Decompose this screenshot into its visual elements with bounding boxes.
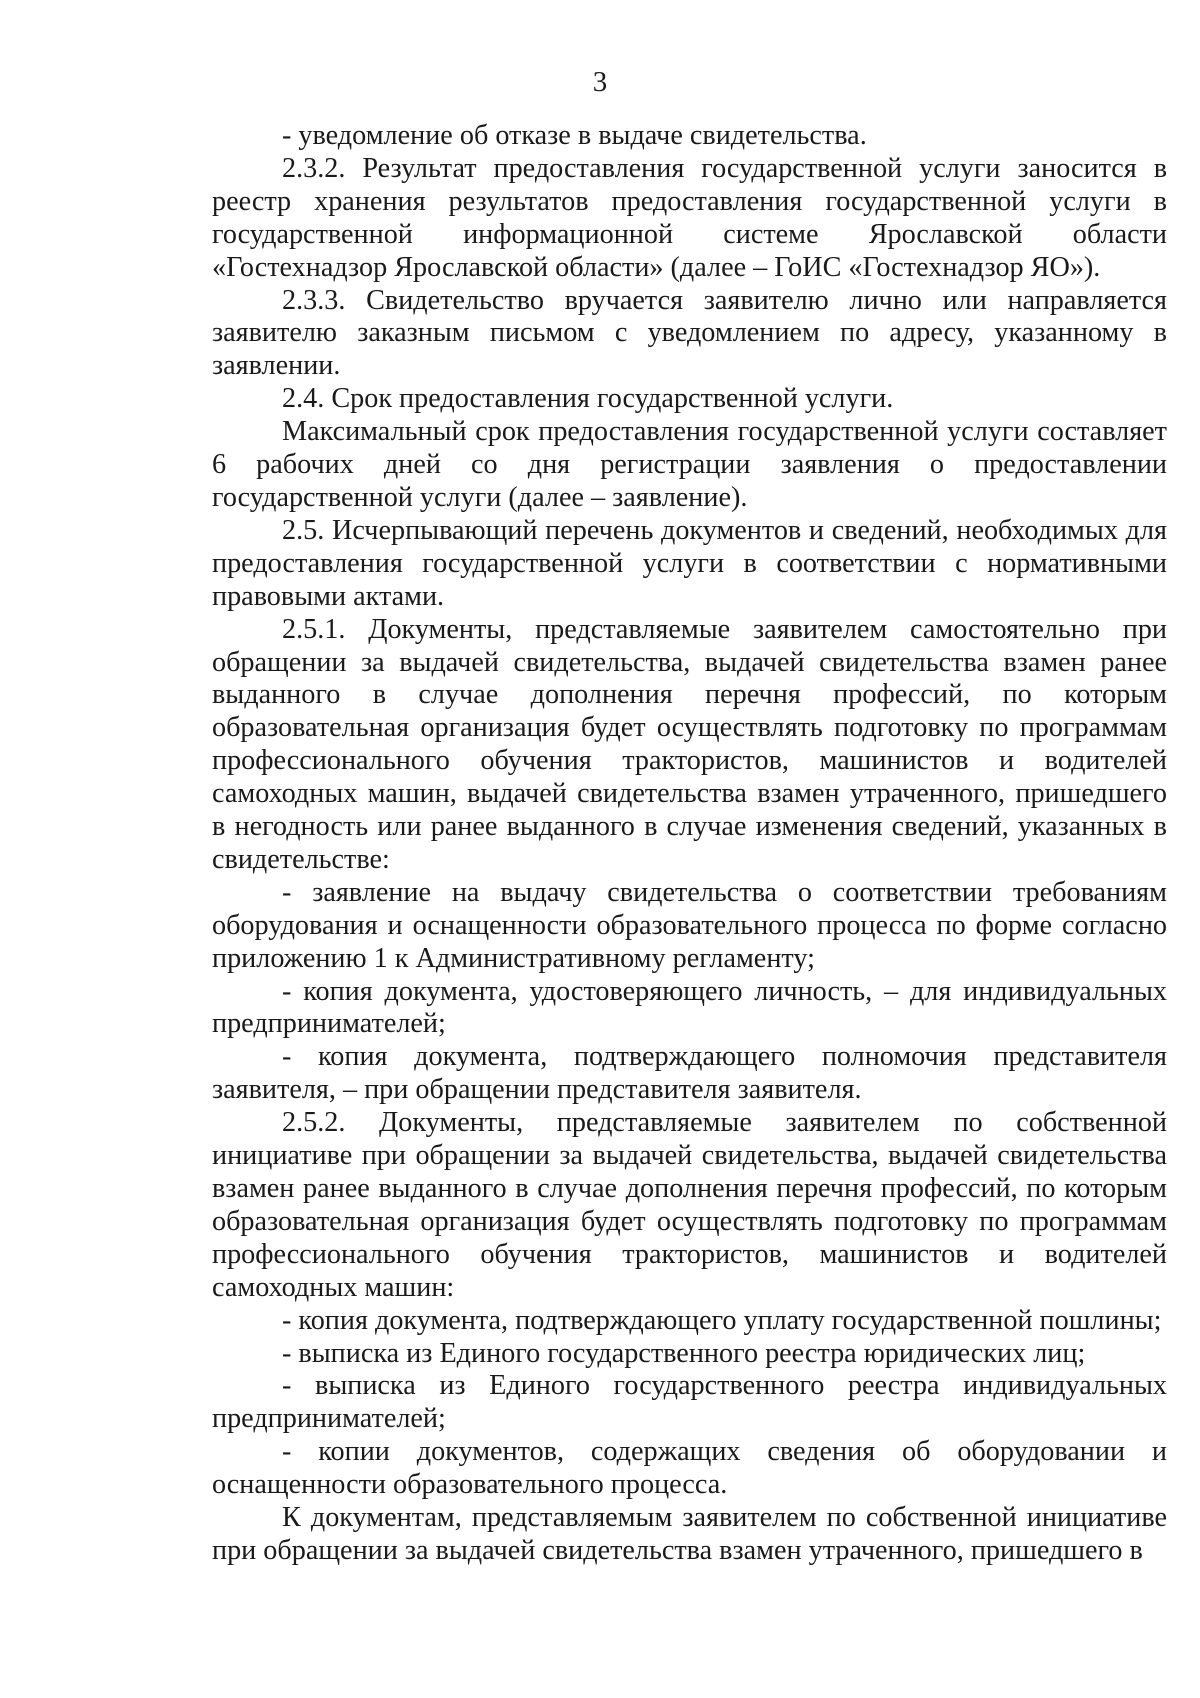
paragraph-2-5: 2.5. Исчерпывающий перечень документов и сведений, необходимых для предоставления государственной услуги в соответствии с нормативными правовыми актами. <box>212 514 1167 612</box>
list-item-egrul-extract: - выписка из Единого государственного реестра юридических лиц; <box>282 1337 1086 1369</box>
list-item-equipment-docs: - копии документов, содержащих сведения об оборудовании и оснащенности образовательного процесса. <box>212 1436 1167 1501</box>
paragraph-2-4: 2.4. Срок предоставления государственной услуги. <box>282 383 894 415</box>
list-item-authority-copy: - копия документа, подтверждающего полномочия представителя заявителя, – при обращении представителя заявителя. <box>212 1041 1167 1106</box>
paragraph-max-term: Максимальный срок предоставления государственной услуги составляет 6 рабочих дней со дня регистрации заявления о предоставлении государственной услуги (далее – заявление). <box>212 416 1167 513</box>
paragraph-2-3-2: 2.3.2. Результат предоставления государственной услуги заносится в реестр хранения результатов предоставления государственной услуги в государственной информационной системе Ярославской области «Гостехнадзор Ярославской области» (далее – ГоИС «Гостехнадзор ЯО»). <box>212 152 1167 283</box>
list-item-identity-copy: - копия документа, удостоверяющего личность, – для индивидуальных предпринимателей; <box>212 975 1167 1040</box>
paragraph-2-5-1: 2.5.1. Документы, представляемые заявителем самостоятельно при обращении за выдачей свидетельства, выдачей свидетельства взамен ранее выданного в случае дополнения перечня профессий, по которым образовательная организация будет осуществлять подготовку по программам профессионального обучения трактористов, машинистов и водителей самоходных машин, выдачей свидетельства взамен утраченного, пришедшего в негодность или ранее выданного в случае изменения сведений, указанных в свидетельстве: <box>212 613 1167 875</box>
list-item-application: - заявление на выдачу свидетельства о соответствии требованиям оборудования и оснащенности образовательного процесса по форме согласно приложению 1 к Административному регламенту; <box>212 876 1167 974</box>
list-item-fee-copy: - копия документа, подтверждающего уплату государственной пошлины; <box>282 1304 1162 1336</box>
paragraph-own-initiative: К документам, представляемым заявителем по собственной инициативе при обращении за выдачей свидетельства взамен утраченного, пришедшего в <box>212 1502 1167 1566</box>
paragraph-2-3-3: 2.3.3. Свидетельство вручается заявителю лично или направляется заявителю заказным письмом с уведомлением по адресу, указанному в заявлении. <box>212 284 1167 382</box>
list-item-egrip-extract: - выписка из Единого государственного реестра индивидуальных предпринимателей; <box>212 1370 1167 1435</box>
paragraph-refusal-notice: - уведомление об отказе в выдаче свидетельства. <box>282 120 867 151</box>
paragraph-2-5-2: 2.5.2. Документы, представляемые заявителем по собственной инициативе при обращении за выдачей свидетельства, выдачей свидетельства взамен ранее выданного в случае дополнения перечня профессий, по которым образовательная организация будет осуществлять подготовку по программам профессионального обучения трактористов, машинистов и водителей самоходных машин: <box>212 1107 1167 1303</box>
document-body <box>212 120 1167 1568</box>
page-number: 3 <box>592 66 608 98</box>
